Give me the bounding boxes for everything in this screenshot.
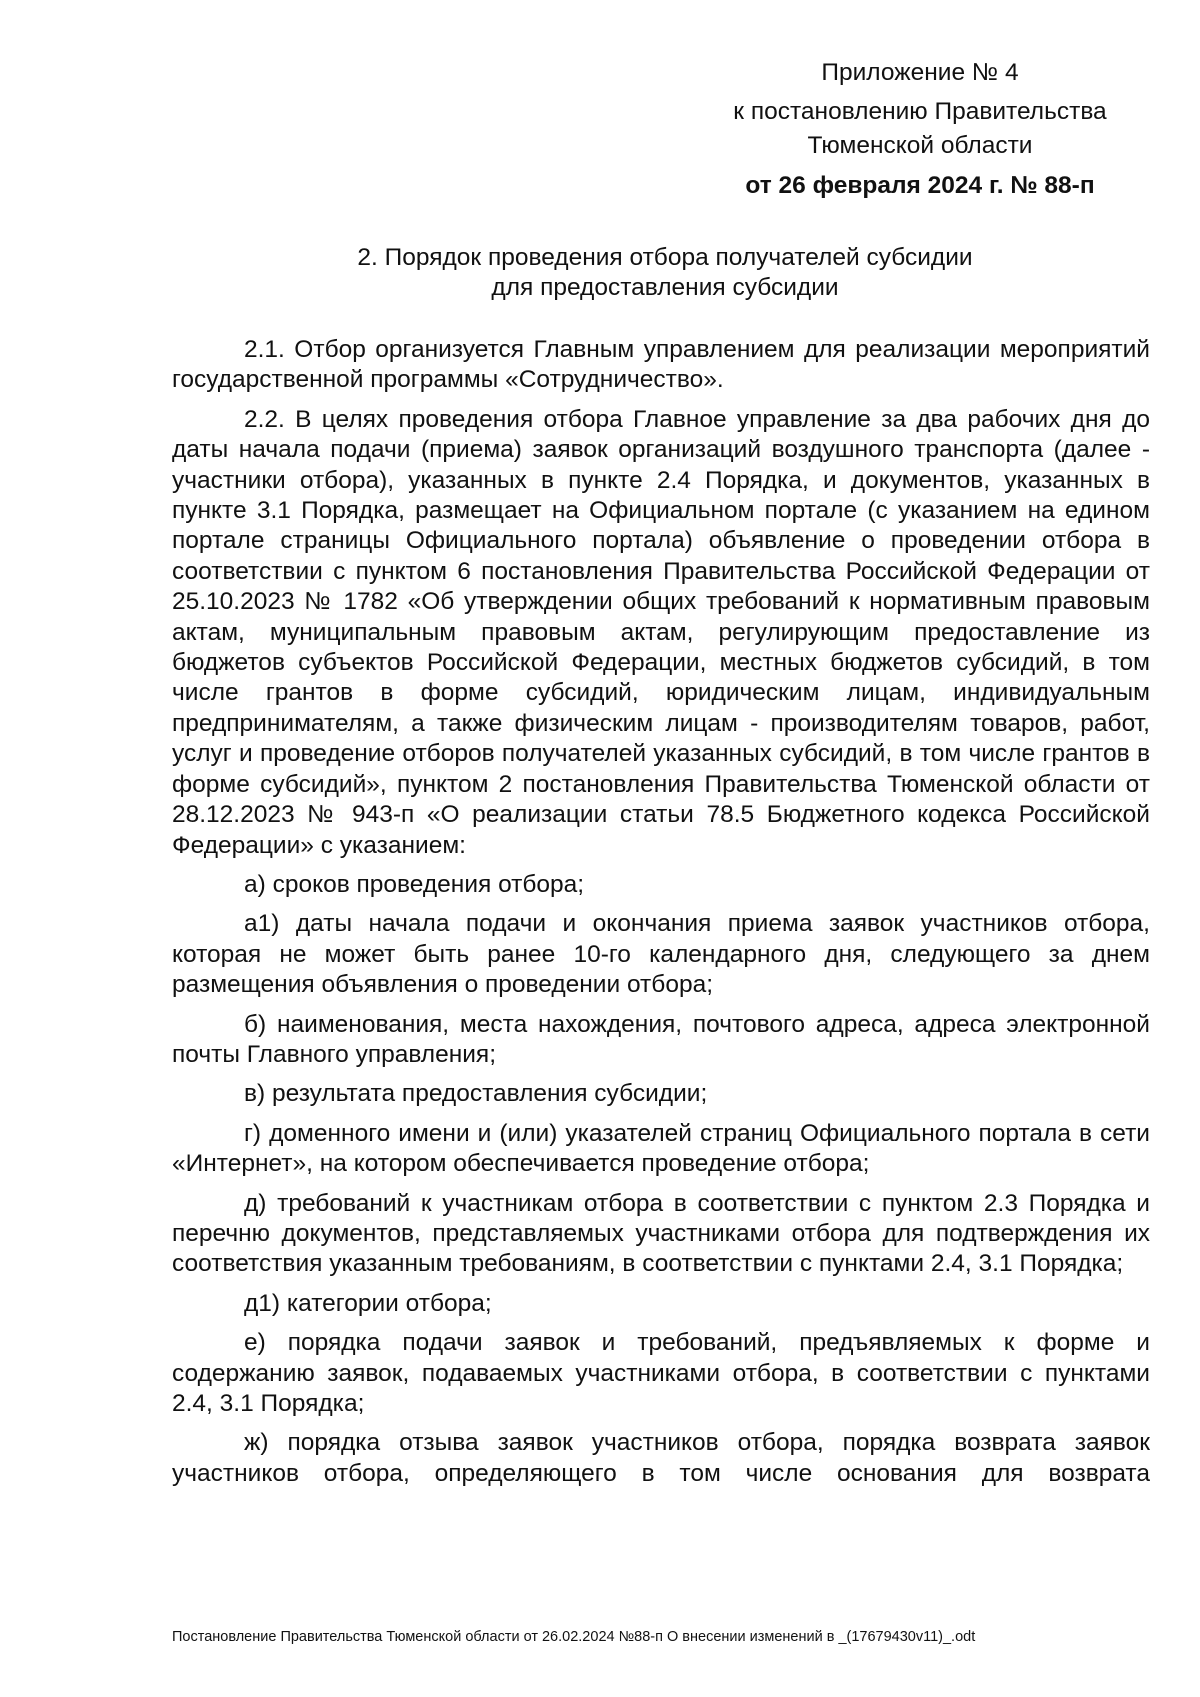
list-item-a: а) сроков проведения отбора; [244, 870, 585, 898]
document-body [172, 335, 1150, 1489]
section-title [170, 243, 1160, 303]
decree-date-number: от 26 февраля 2024 г. № 88-п [745, 172, 1095, 199]
appendix-text: Приложение № 4 [821, 59, 1019, 86]
paragraph-2-1: 2.1. Отбор организуется Главным управлением для реализации мероприятий государственной программы «Сотрудничество». [172, 336, 1150, 394]
list-item-v: в) результата предоставления субсидии; [244, 1080, 708, 1108]
decree-reference-line2: Тюменской области [807, 132, 1033, 159]
decree-reference [700, 95, 1140, 163]
page-footer: Постановление Правительства Тюменской области от 26.02.2024 №88-п О внесении изменений в _(17679430v11)_.odt [172, 1629, 976, 1645]
list-item-b: б) наименования, места нахождения, почтового адреса, адреса электронной почты Главного управления; [172, 1010, 1150, 1068]
appendix-label [700, 55, 1140, 91]
list-item-g: г) доменного имени и (или) указателей страниц Официального портала в сети «Интернет», на котором обеспечивается проведение отбора; [172, 1119, 1150, 1178]
paragraph-2-2: 2.2. В целях проведения отбора Главное управление за два рабочих дня до даты начала подачи (приема) заявок организаций воздушного транспорта (далее - участники отбора), указанных в пункте 2.4 Порядка, и документов, указанных в пункте 3.1 Порядка, размещает на Официальном портале (с указанием на едином портале страницы Официального портала) объявление о проведении отбора в соответствии с пунктом 6 постановления Правительства Российской Федерации от 25.10.2023 № 1782 «Об утверждении общих требований к нормативным правовым актам, муниципальным правовым актам, регулирующим предоставление из бюджетов субъектов Российской Федерации, местных бюджетов субсидий, в том числе грантов в форме субсидий, юридическим лицам, индивидуальным предпринимателям, а также физическим лицам - производителям товаров, работ, услуг и проведение отборов получателей указанных субсидий, в том числе грантов в форме субсидий», пунктом 2 постановления Правительства Тюменской области от 28.12.2023 № 943-п «О реализации статьи 78.5 Бюджетного кодекса Российской Федерации» с указанием: [172, 405, 1150, 859]
section-title-line1: 2. Порядок проведения отбора получателей субсидии [357, 244, 973, 271]
list-item-zh: ж) порядка отзыва заявок участников отбора, порядка возврата заявок участников отбора, определяющего в том числе основания для возврата [172, 1429, 1150, 1487]
list-item-d1: д1) категории отбора; [244, 1289, 492, 1317]
section-title-line2: для предоставления субсидии [491, 274, 839, 301]
list-item-a1: а1) даты начала подачи и окончания приема заявок участников отбора, которая не может быть ранее 10-го календарного дня, следующего за днем размещения объявления о проведении отбора; [172, 910, 1150, 999]
list-item-d: д) требований к участникам отбора в соответствии с пунктом 2.3 Порядка и перечню документов, представляемых участниками отбора для подтверждения их соответствия указанным требованиям, в соответствии с пунктами 2.4, 3.1 Порядка; [172, 1189, 1150, 1278]
list-item-e: е) порядка подачи заявок и требований, предъявляемых к форме и содержанию заявок, подаваемых участниками отбора, в соответствии с пунктами 2.4, 3.1 Порядка; [172, 1329, 1150, 1417]
decree-reference-line1: к постановлению Правительства [733, 98, 1107, 125]
